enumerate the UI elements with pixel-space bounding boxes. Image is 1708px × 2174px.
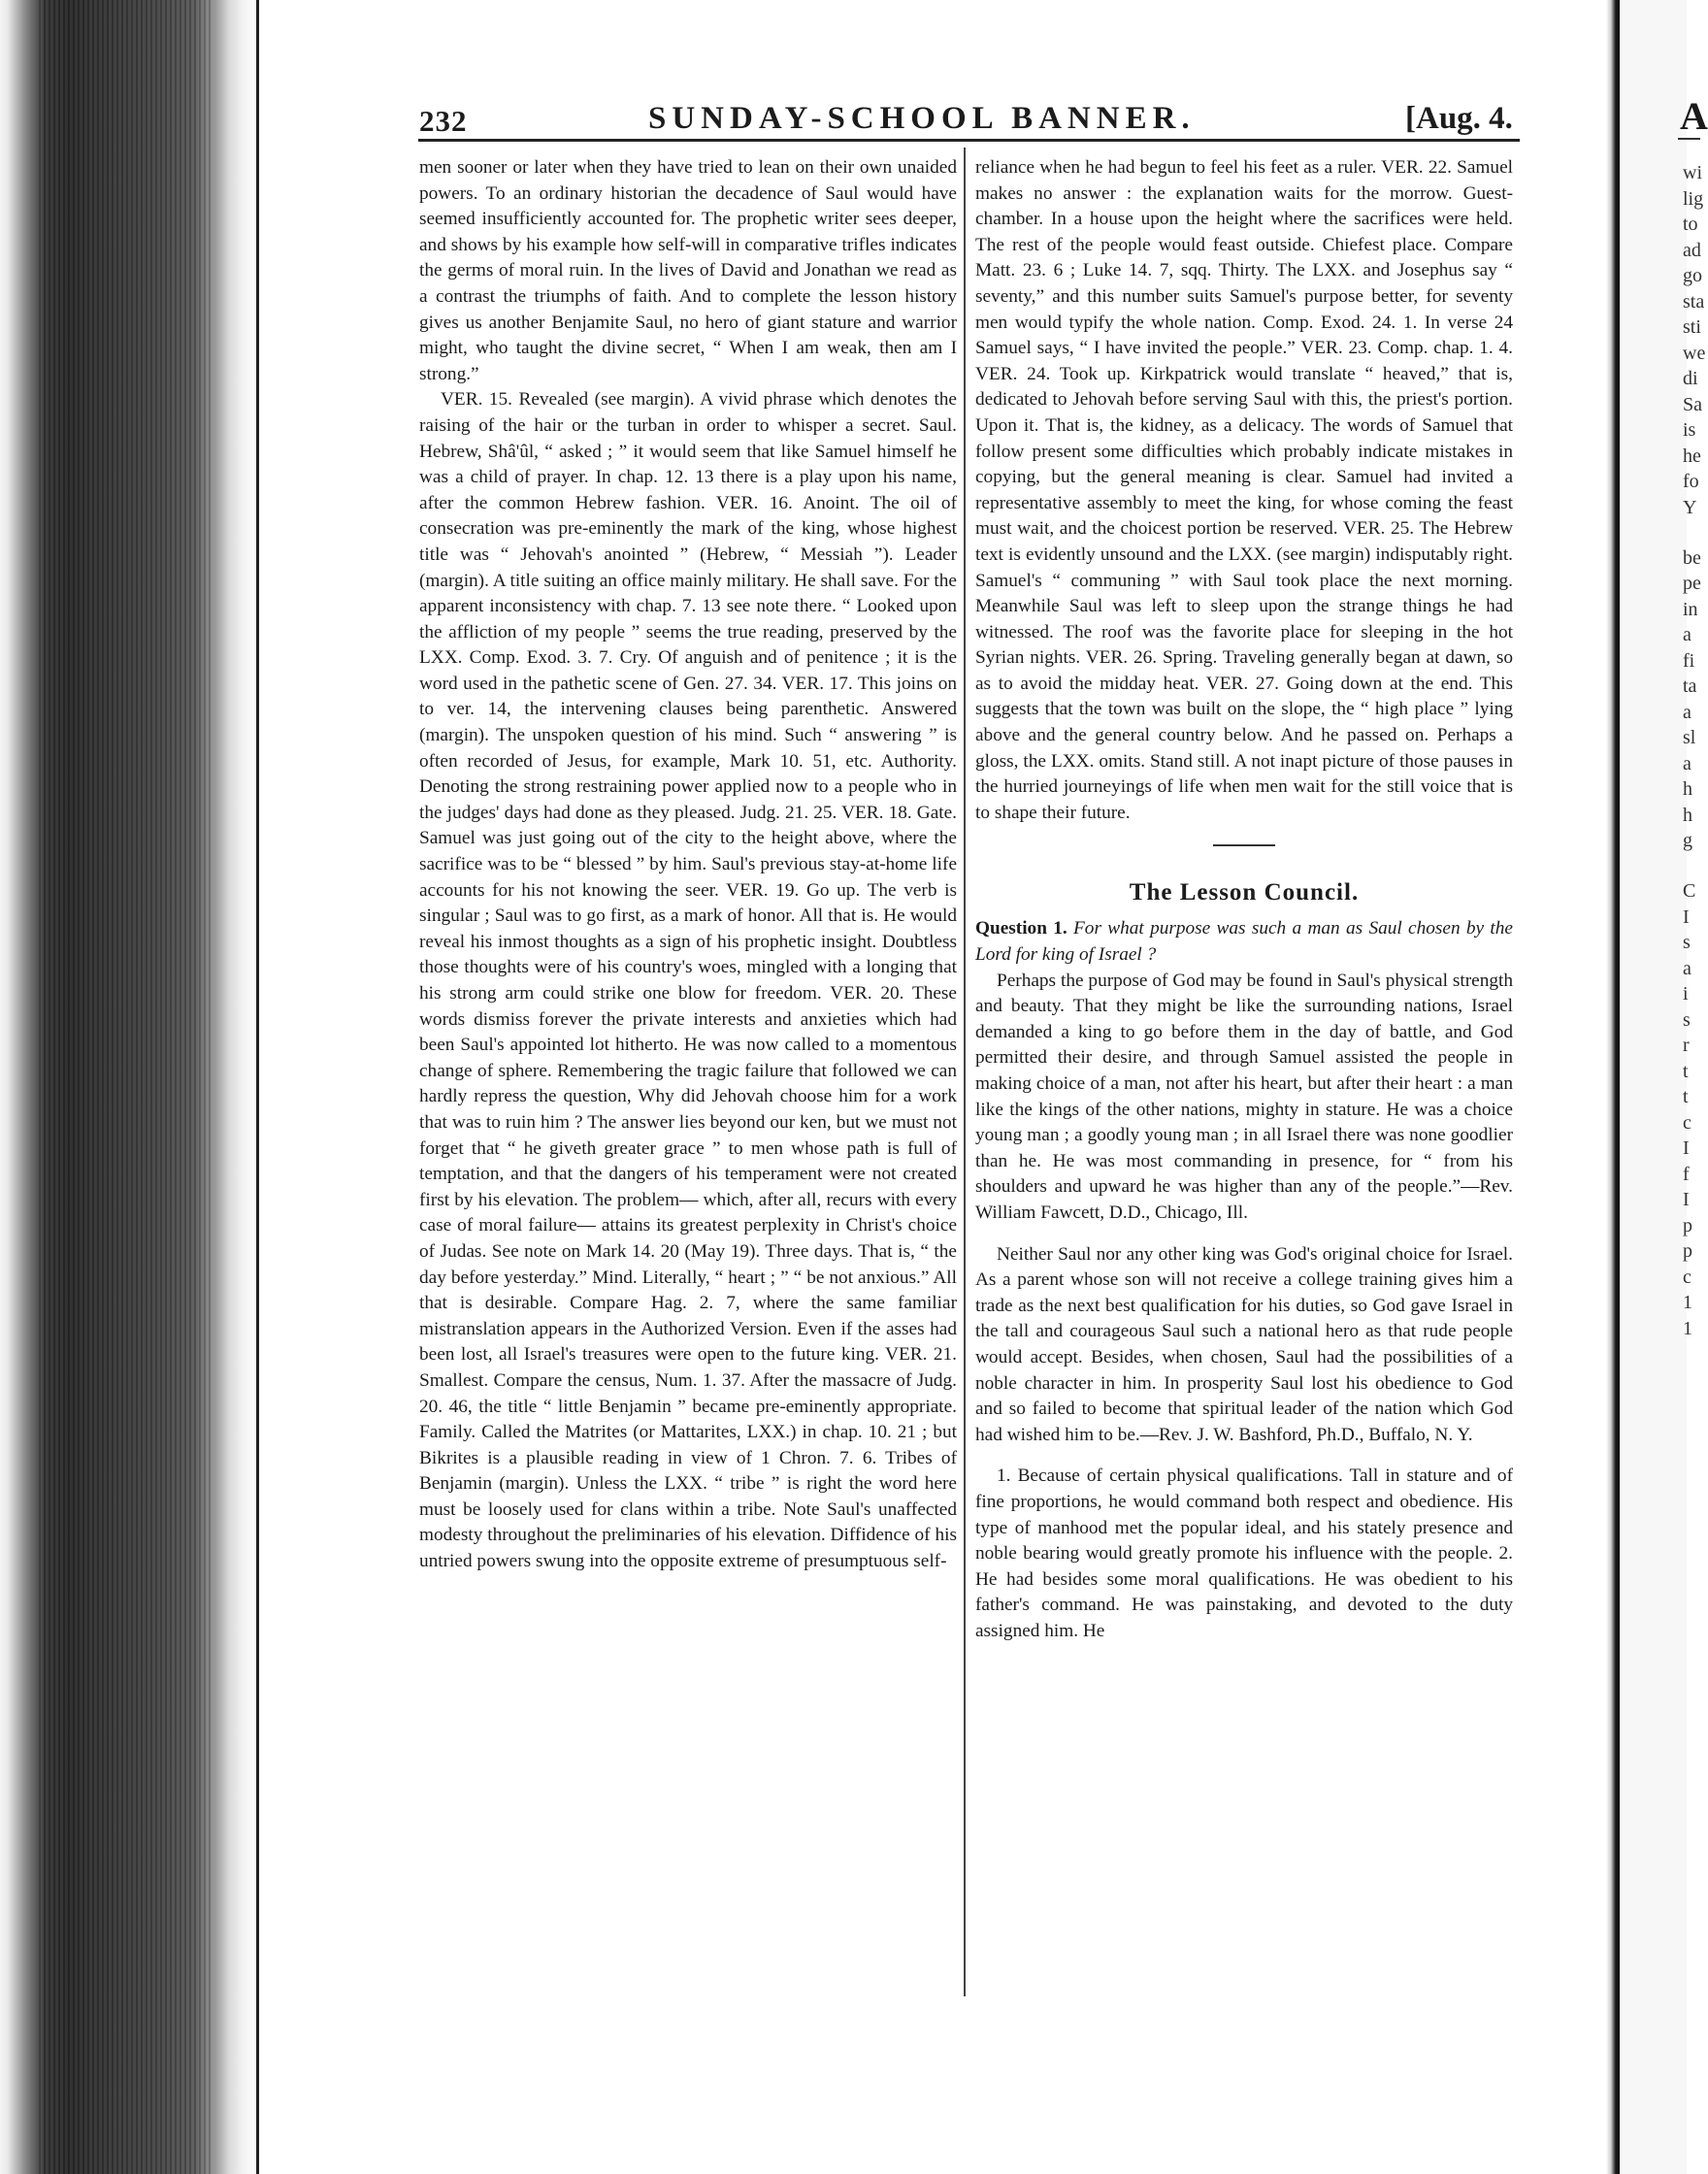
facing-page-fragment: p (1683, 1240, 1692, 1262)
commentary-paragraph: VER. 15. Revealed (see margin). A vivid phrase which denotes the raising of the hair or the turban in order to whisper a secret. Saul. Hebrew, Shâ'ûl, “ asked ; ” it would seem that like Samuel himself he was a child of prayer. In chap. 12. 13 there is a play upon his name, after the common Hebrew fashion. VER. 16. Anoint. The oil of consecration was pre-eminently the mark of the king, whose highest title was “ Jehovah's anointed ” (Hebrew, “ Messiah ”). Leader (margin). A title suiting an office mainly military. He shall save. For the apparent inconsistency with chap. 7. 13 see note there. “ Looked upon the affliction of my people ” seems the true reading, preserved by the LXX. Comp. Exod. 3. 7. Cry. Of anguish and of penitence ; it is the word used in the pathetic scene of Gen. 27. 34. VER. 17. This joins on to ver. 14, the intervening clauses being parenthetic. Answered (margin). The unspoken question of his mind. Such “ answering ” is often recorded of Jesus, for example, Mark 10. 51, etc. Authority. Denoting the strong restraining power applied now to a people who in the judges' days had done as they pleased. Judg. 21. 25. VER. 18. Gate. Samuel was just going out of the city to the height above, where the sacrifice was to be “ blessed ” by him. Saul's previous stay-at-home life accounts for his not knowing the seer. VER. 19. Go up. The verb is singular ; Saul was to go first, as a mark of honor. All that is. He would reveal his inmost thoughts as a sign of his prophetic insight. Doubtless those thoughts were of his country's woes, mingled with a longing that his strong arm could strike one blow for freedom. VER. 20. These words dismiss forever the private interests and anxieties which had been Saul's appointed lot hitherto. He was now called to a momentous change of sphere. Remembering the tragic failure that followed we can hardly repress the question, Why did Jehovah choose him for a work that was to ruin him ? The answer lies beyond our ken, but we must not forget that “ he giveth greater grace ” to men whose path is full of temptation, and that the dangers of his temperament were not created first by his elevation. The problem— which, after all, recurs with every case of moral failure— attains its greatest perplexity in Christ's choice of Judas. See note on Mark 14. 20 (May 19). Three days. That is, “ the day before yesterday.” Mind. Literally, “ heart ; ” “ be not anxious.” All that is desirable. Compare Hag. 2. 7, where the same familiar mistranslation appears in the Authorized Version. Even if the asses had been lost, all Israel's treasures were open to the future king. VER. 21. Smallest. Compare the census, Num. 1. 37. After the massacre of Judg. 20. 46, the title “ little Benjamin ” became pre-eminently appropriate. Family. Called the Matrites (or Mattarites, LXX.) in chap. 10. 21 ; but Bikrites is a plausible reading in view of 1 Chron. 7. 6. Tribes of Benjamin (margin). Unless the LXX. “ tribe ” is right the word here must be loosely used for clans within a tribe. Note Saul's unaffected modesty throughout the preliminaries of his elevation. Diffidence of his untried powers swung into the opposite extreme of presumptuous self- (419, 389, 957, 1572)
binding-texture (39, 0, 214, 2174)
facing-page-fragment: di (1683, 368, 1698, 389)
facing-page-fragment: h (1683, 778, 1692, 800)
facing-page-fragment: 1 (1683, 1292, 1692, 1313)
facing-page-fragment: g (1683, 830, 1692, 851)
commentary-paragraph: men sooner or later when they have tried to lean on their own unaided powers. To an ordinary historian the decadence of Saul would have seemed insufficiently accounted for. The prophetic writer sees deeper, and shows by his example how self-will in comparative trifles indicates the germs of moral ruin. In the lives of David and Jonathan we read as a contrast the triumphs of faith. And to complete the lesson history gives us another Benjamite Saul, no hero of giant stature and warrior might, who taught the divine secret, “ When I am weak, then am I strong.” (419, 157, 957, 384)
facing-page-fragment: I (1683, 1137, 1690, 1159)
section-separator (1213, 844, 1275, 846)
facing-page-fragment: lig (1683, 187, 1704, 210)
facing-page-fragment: he (1683, 445, 1701, 467)
header-rule (418, 139, 1520, 142)
commentary-continuation: reliance when he had begun to feel his feet as a ruler. VER. 22. Samuel makes no answer : the explanation waits for the morrow. Guest-chamber. In a house upon the height where the sacrifices were held. The rest of the people would feast outside. Chiefest place. Compare Matt. 23. 6 ; Luke 14. 7, sqq. Thirty. The LXX. and Josephus say “ seventy,” and this number suits Samuel's purpose better, for seventy men would typify the whole nation. Comp. Exod. 24. 1. In verse 24 Samuel says, “ I have invited the people.” VER. 23. Comp. chap. 1. 4. VER. 24. Took up. Kirkpatrick would translate “ heaved,” that is, dedicated to Jehovah before serving Saul with this, the priest's portion. Upon it. That is, the kidney, as a delicacy. The words of Samuel that follow present some difficulties which probably indicate mistakes in copying, but the general meaning is clear. Samuel had invited a representative assembly to meet the king, for whose coming the feast must wait, and the choicest portion be reserved. VER. 25. The Hebrew text is evidently unsound and the LXX. (see margin) indisputably right. Samuel's “ communing ” with Saul took place the next morning. Meanwhile Saul was left to sleep upon the strange things he had witnessed. The roof was the favorite place for sleeping in the hot Syrian nights. VER. 26. Spring. Traveling generally began at dawn, so as to avoid the midday heat. VER. 27. Going down at the end. This suggests that the town was built on the slope, the “ high place ” lying above and the general country below. And he passed on. Perhaps a gloss, the LXX. omits. Stand still. A not inapt picture of those pauses in the hurried journeyings of life when men wait for the still voice that is to shape their future. (975, 157, 1513, 823)
right-column (975, 155, 1513, 1644)
facing-page-fragment: we (1683, 342, 1706, 364)
page-number: 232 (419, 104, 468, 138)
facing-page-fragment: a (1683, 957, 1692, 979)
facing-page-fragment: Y (1683, 496, 1697, 518)
facing-page-fragment: 1 (1683, 1317, 1692, 1339)
facing-page-fragment: c (1683, 1266, 1692, 1288)
facing-page-fragment: ta (1683, 675, 1697, 697)
facing-page-fragment: c (1683, 1111, 1692, 1134)
facing-page-fragment: to (1683, 214, 1698, 235)
facing-page-fragment: sta (1683, 290, 1705, 313)
column-divider (964, 148, 966, 1996)
issue-date: [Aug. 4. (1405, 101, 1513, 136)
facing-page-fragment: sti (1683, 316, 1701, 338)
facing-page-fragment: f (1683, 1163, 1690, 1185)
facing-page-fragment: wi (1683, 162, 1702, 183)
page-edge (256, 0, 259, 2174)
answer-paragraph: 1. Because of certain physical qualifications. Tall in stature and of fine proportions, he would command both respect and obedience. His type of manhood met the popular ideal, and his stately presence and noble bearing would greatly promote his influence with the people. 2. He had besides some moral qualifications. He was obedient to his father's command. He was painstaking, and devoted to the duty assigned him. He (975, 1466, 1513, 1641)
facing-page-rule (1678, 138, 1700, 140)
facing-page-fragment: is (1683, 419, 1696, 441)
facing-page-fragment: t (1683, 1086, 1689, 1107)
question (975, 916, 1513, 968)
question-label: Question 1. (975, 918, 1068, 939)
facing-page-fragment: Sa (1683, 393, 1702, 415)
facing-page-fragment: a (1683, 752, 1692, 774)
right-gutter (1606, 0, 1620, 2174)
facing-page-fragment: in (1683, 598, 1698, 620)
facing-page-fragment: h (1683, 804, 1692, 826)
facing-page-fragment: be (1683, 546, 1701, 569)
facing-page-fragment: r (1683, 1035, 1690, 1056)
left-column (419, 155, 957, 1575)
answer-paragraph: Neither Saul nor any other king was God's original choice for Israel. As a parent whose son will not receive a college training gives him a trade as the next best qualification for his duties, so God gave Israel in the tall and courageous Saul such a national hero as that rude people would accept. Besides, when chosen, Saul had the possibilities of a noble character in him. In prosperity Saul lost his obedience to God and so failed to become that spiritual leader of the nation which God had wished him to be.—Rev. J. W. Bashford, Ph.D., Buffalo, N. Y. (975, 1243, 1513, 1445)
facing-page-fragment: a (1683, 701, 1692, 723)
answer-paragraph: Perhaps the purpose of God may be found in Saul's physical strength and beauty. That they might be like the surrounding nations, Israel demanded a king to go before them in the day of battle, and God permitted their desire, and through Samuel assisted the people in making choice of a man, not after his heart, but after their heart : a man like the kings of the other nations, mighty in stature. He was a choice young man ; a goodly young man ; in all Israel there was none goodlier than he. He was most commanding in presence, for “ from his shoulders and upward he was higher than any of the people.”—Rev. William Fawcett, D.D., Chicago, Ill. (975, 970, 1513, 1223)
facing-page-fragment: I (1683, 906, 1690, 928)
facing-page-fragment: a (1683, 624, 1692, 645)
facing-page-fragment: go (1683, 265, 1702, 286)
facing-page-fragment: I (1683, 1189, 1690, 1210)
section-heading: The Lesson Council. (1129, 879, 1360, 906)
facing-page-fragment: p (1683, 1214, 1692, 1236)
facing-page-fragment: fo (1683, 471, 1699, 492)
facing-page-fragment: ad (1683, 239, 1701, 261)
running-title: SUNDAY-SCHOOL BANNER. (648, 101, 1196, 136)
facing-page-fragment: sl (1683, 727, 1696, 748)
facing-page-fragment: s (1683, 932, 1691, 953)
facing-page-heading: A (1680, 94, 1708, 138)
facing-page-fragment: s (1683, 1008, 1691, 1031)
facing-page-fragment: t (1683, 1060, 1689, 1082)
facing-page-fragment: C (1683, 880, 1696, 902)
question-text: For what purpose was such a man as Saul chosen by the Lord for king of Israel ? (975, 918, 1513, 966)
facing-page-fragment: fi (1683, 649, 1695, 672)
facing-page-fragment: i (1683, 983, 1689, 1005)
facing-page-fragment: pe (1683, 573, 1701, 594)
